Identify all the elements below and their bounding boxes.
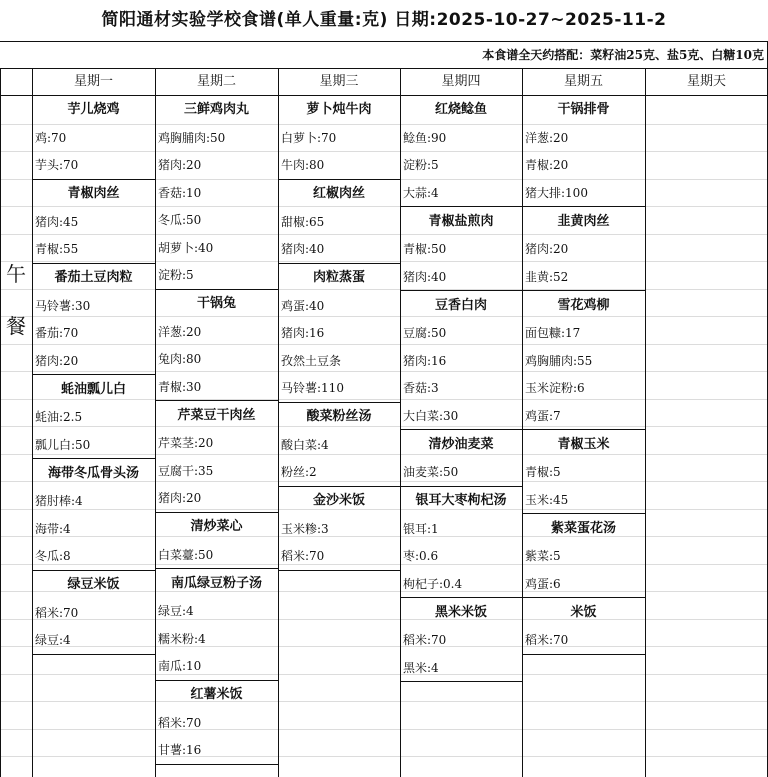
- sheet-gridline: [0, 454, 768, 455]
- oil-salt-sugar-note: 本食谱全天约搭配：菜籽油25克、盐5克、白糖10克: [482, 48, 764, 62]
- sheet-gridline: [0, 371, 768, 372]
- day-header: 星期天: [686, 74, 726, 89]
- dish-name: 黑米米饭: [434, 605, 487, 620]
- dish-name: 干锅兔: [196, 296, 236, 311]
- ingredient-amount: 青椒:20: [525, 158, 569, 172]
- sheet-gridline: [0, 151, 768, 152]
- ingredient-amount: 青椒:50: [403, 242, 447, 256]
- ingredient-amount: 糯米粉:4: [158, 632, 206, 646]
- ingredient-amount: 甜椒:65: [281, 215, 325, 229]
- ingredient-amount: 猪大排:100: [525, 186, 588, 200]
- dish-name: 红烧鲶鱼: [434, 102, 487, 117]
- ingredient-amount: 马铃薯:30: [35, 299, 91, 313]
- day-header: 星期五: [563, 74, 603, 89]
- ingredient-amount: 冬瓜:50: [158, 213, 202, 227]
- ingredient-amount: 鸡蛋:7: [525, 409, 561, 423]
- ingredient-amount: 猪肉:20: [158, 491, 202, 505]
- ingredient-amount: 胡萝卜:40: [158, 241, 214, 255]
- ingredient-amount: 孜然土豆条: [281, 354, 342, 368]
- ingredient-amount: 鸡:70: [35, 131, 67, 145]
- ingredient-amount: 青椒:55: [35, 242, 79, 256]
- sheet-gridline: [0, 619, 768, 620]
- ingredient-amount: 香菇:10: [158, 186, 202, 200]
- dish-name: 雪花鸡柳: [557, 298, 610, 313]
- sheet-gridline: [0, 564, 768, 565]
- ingredient-amount: 鲶鱼:90: [403, 131, 447, 145]
- ingredient-amount: 瓢儿白:50: [35, 438, 91, 452]
- ingredient-amount: 鸡胸脯肉:55: [525, 354, 593, 368]
- sheet-gridline: [0, 316, 768, 317]
- ingredient-amount: 猪肉:20: [35, 354, 79, 368]
- sheet-gridline: [0, 756, 768, 757]
- ingredient-amount: 酸白菜:4: [281, 438, 329, 452]
- ingredient-amount: 油麦菜:50: [403, 465, 459, 479]
- ingredient-amount: 枸杞子:0.4: [403, 577, 463, 591]
- horizontal-rule: [522, 654, 645, 655]
- day-header: 星期四: [441, 74, 481, 89]
- ingredient-amount: 玉米糁:3: [281, 522, 329, 536]
- dish-name: 青椒肉丝: [67, 186, 120, 201]
- ingredient-amount: 银耳:1: [403, 522, 439, 536]
- dish-name: 绿豆米饭: [67, 577, 120, 592]
- dish-name: 青椒盐煎肉: [428, 214, 494, 229]
- dish-name: 海带冬瓜骨头汤: [47, 466, 139, 481]
- ingredient-amount: 白菜薹:50: [158, 548, 214, 562]
- ingredient-amount: 豆腐:50: [403, 326, 447, 340]
- ingredient-amount: 马铃薯:110: [281, 381, 344, 395]
- ingredient-amount: 香菇:3: [403, 381, 439, 395]
- ingredient-amount: 淀粉:5: [403, 158, 439, 172]
- ingredient-amount: 稻米:70: [525, 633, 569, 647]
- ingredient-amount: 稻米:70: [35, 606, 79, 620]
- dish-name: 红椒肉丝: [312, 186, 365, 201]
- dish-name: 蚝油瓢儿白: [60, 382, 126, 397]
- dish-name: 萝卜炖牛肉: [306, 102, 372, 117]
- ingredient-amount: 稻米:70: [403, 633, 447, 647]
- sheet-gridline: [0, 261, 768, 262]
- ingredient-amount: 兔肉:80: [158, 352, 202, 366]
- meal-label-char: 午: [6, 262, 26, 286]
- ingredient-amount: 甘薯:16: [158, 743, 202, 757]
- dish-name: 南瓜绿豆粉子汤: [170, 576, 262, 591]
- sheet-gridline: [0, 536, 768, 537]
- ingredient-amount: 牛肉:80: [281, 158, 325, 172]
- dish-name: 金沙米饭: [312, 493, 365, 508]
- meal-label-lunch: [2, 248, 30, 352]
- dish-name: 豆香白肉: [434, 298, 487, 313]
- vertical-rule: [400, 68, 401, 777]
- vertical-rule: [522, 68, 523, 777]
- dish-name: 酸菜粉丝汤: [306, 409, 372, 424]
- menu-title: 简阳通材实验学校食谱(单人重量:克) 日期:2025-10-27~2025-11-2: [101, 10, 667, 30]
- day-header: 星期三: [319, 74, 359, 89]
- dish-name: 肉粒蒸蛋: [312, 270, 365, 285]
- dish-name: 三鲜鸡肉丸: [183, 102, 249, 117]
- ingredient-amount: 绿豆:4: [35, 633, 71, 647]
- ingredient-amount: 大蒜:4: [403, 186, 439, 200]
- ingredient-amount: 海带:4: [35, 522, 71, 536]
- ingredient-amount: 猪肉:40: [281, 242, 325, 256]
- ingredient-amount: 面包糠:17: [525, 326, 581, 340]
- ingredient-amount: 猪肘棒:4: [35, 494, 83, 508]
- ingredient-amount: 白萝卜:70: [281, 131, 337, 145]
- ingredient-amount: 稻米:70: [158, 716, 202, 730]
- dish-name: 清炒菜心: [190, 519, 243, 534]
- ingredient-amount: 大白菜:30: [403, 409, 459, 423]
- dish-name: 清炒油麦菜: [428, 437, 494, 452]
- vertical-rule: [32, 68, 33, 777]
- ingredient-amount: 猪肉:20: [158, 158, 202, 172]
- dish-name: 紫菜蛋花汤: [550, 521, 616, 536]
- ingredient-amount: 青椒:30: [158, 380, 202, 394]
- dish-name: 青椒玉米: [557, 437, 610, 452]
- ingredient-amount: 鸡胸脯肉:50: [158, 131, 226, 145]
- ingredient-amount: 枣:0.6: [403, 549, 439, 563]
- dish-name: 韭黄肉丝: [557, 214, 610, 229]
- ingredient-amount: 猪肉:40: [403, 270, 447, 284]
- day-header: 星期一: [73, 74, 113, 89]
- ingredient-amount: 芹菜茎:20: [158, 436, 214, 450]
- ingredient-amount: 鸡蛋:40: [281, 299, 325, 313]
- sheet-gridline: [0, 701, 768, 702]
- sheet-gridline: [0, 344, 768, 345]
- ingredient-amount: 番茄:70: [35, 326, 79, 340]
- day-header: 星期二: [196, 74, 236, 89]
- ingredient-amount: 青椒:5: [525, 465, 561, 479]
- horizontal-rule: [0, 41, 768, 42]
- ingredient-amount: 冬瓜:8: [35, 549, 71, 563]
- ingredient-amount: 南瓜:10: [158, 659, 202, 673]
- horizontal-rule: [278, 570, 400, 571]
- dish-name: 芹菜豆干肉丝: [177, 408, 256, 423]
- ingredient-amount: 粉丝:2: [281, 465, 317, 479]
- sheet-gridline: [0, 234, 768, 235]
- ingredient-amount: 稻米:70: [281, 549, 325, 563]
- dish-name: 芋儿烧鸡: [67, 102, 120, 117]
- meal-label-char: 餐: [6, 314, 26, 338]
- ingredient-amount: 猪肉:45: [35, 215, 79, 229]
- sheet-gridline: [0, 646, 768, 647]
- dish-name: 干锅排骨: [557, 102, 610, 117]
- ingredient-amount: 玉米:45: [525, 493, 569, 507]
- ingredient-amount: 韭黄:52: [525, 270, 569, 284]
- ingredient-amount: 鸡蛋:6: [525, 577, 561, 591]
- ingredient-amount: 洋葱:20: [158, 325, 202, 339]
- dish-name: 银耳大枣枸杞汤: [415, 493, 507, 508]
- ingredient-amount: 豆腐干:35: [158, 464, 214, 478]
- ingredient-amount: 紫菜:5: [525, 549, 561, 563]
- ingredient-amount: 黑米:4: [403, 661, 439, 675]
- dish-name: 红薯米饭: [190, 687, 243, 702]
- horizontal-rule: [155, 764, 278, 765]
- ingredient-amount: 蚝油:2.5: [35, 410, 83, 424]
- ingredient-amount: 绿豆:4: [158, 604, 194, 618]
- dish-name: 米饭: [570, 605, 597, 620]
- vertical-rule: [645, 68, 646, 777]
- vertical-rule: [0, 68, 1, 777]
- sheet-gridline: [0, 124, 768, 125]
- ingredient-amount: 猪肉:20: [525, 242, 569, 256]
- ingredient-amount: 芋头:70: [35, 158, 79, 172]
- ingredient-amount: 淀粉:5: [158, 268, 194, 282]
- ingredient-amount: 洋葱:20: [525, 131, 569, 145]
- sheet-gridline: [0, 729, 768, 730]
- dish-name: 番茄土豆肉粒: [54, 270, 133, 285]
- ingredient-amount: 猪肉:16: [403, 354, 447, 368]
- horizontal-rule: [32, 654, 155, 655]
- ingredient-amount: 玉米淀粉:6: [525, 381, 585, 395]
- ingredient-amount: 猪肉:16: [281, 326, 325, 340]
- sheet-gridline: [0, 674, 768, 675]
